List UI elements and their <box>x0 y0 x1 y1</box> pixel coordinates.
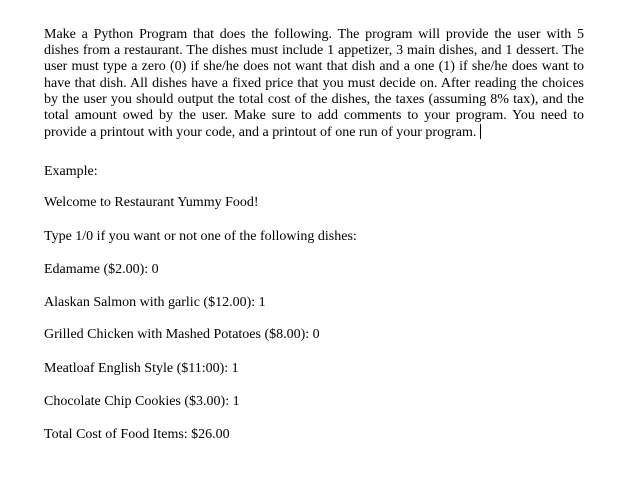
dish-line: Meatloaf English Style ($11:00): 1 <box>44 361 239 376</box>
assignment-text: Make a Python Program that does the following. The program will provide the user with 5 dishes from a restaurant. The dishes must include 1 appetizer, 3 main dishes, and 1 dessert. The user must type a zero (0) if she/he does not want that dish and a one (1) if she/he does want to have that dish. All dishes have a fixed price that you must decide on. After reading the choices by the user you should output the total cost of the dishes, the taxes (assuming 8% tax), and the total amount owed by the user. Make sure to add comments to your program. You need to provide a printout with your code, and a printout of one run of your program. <box>44 27 584 141</box>
dish-line: Alaskan Salmon with garlic ($12.00): 1 <box>44 295 266 310</box>
total-line: Total Cost of Food Items: $26.00 <box>44 427 230 442</box>
instruction-line: Type 1/0 if you want or not one of the following dishes: <box>44 229 357 244</box>
assignment-paragraph <box>44 27 584 141</box>
dish-line: Edamame ($2.00): 0 <box>44 262 159 277</box>
example-heading: Example: <box>44 164 98 179</box>
dish-line: Grilled Chicken with Mashed Potatoes ($8.00): 0 <box>44 327 320 342</box>
welcome-line: Welcome to Restaurant Yummy Food! <box>44 195 259 210</box>
dish-line: Chocolate Chip Cookies ($3.00): 1 <box>44 394 240 409</box>
document-body[interactable] <box>44 27 584 442</box>
text-cursor <box>480 124 481 139</box>
